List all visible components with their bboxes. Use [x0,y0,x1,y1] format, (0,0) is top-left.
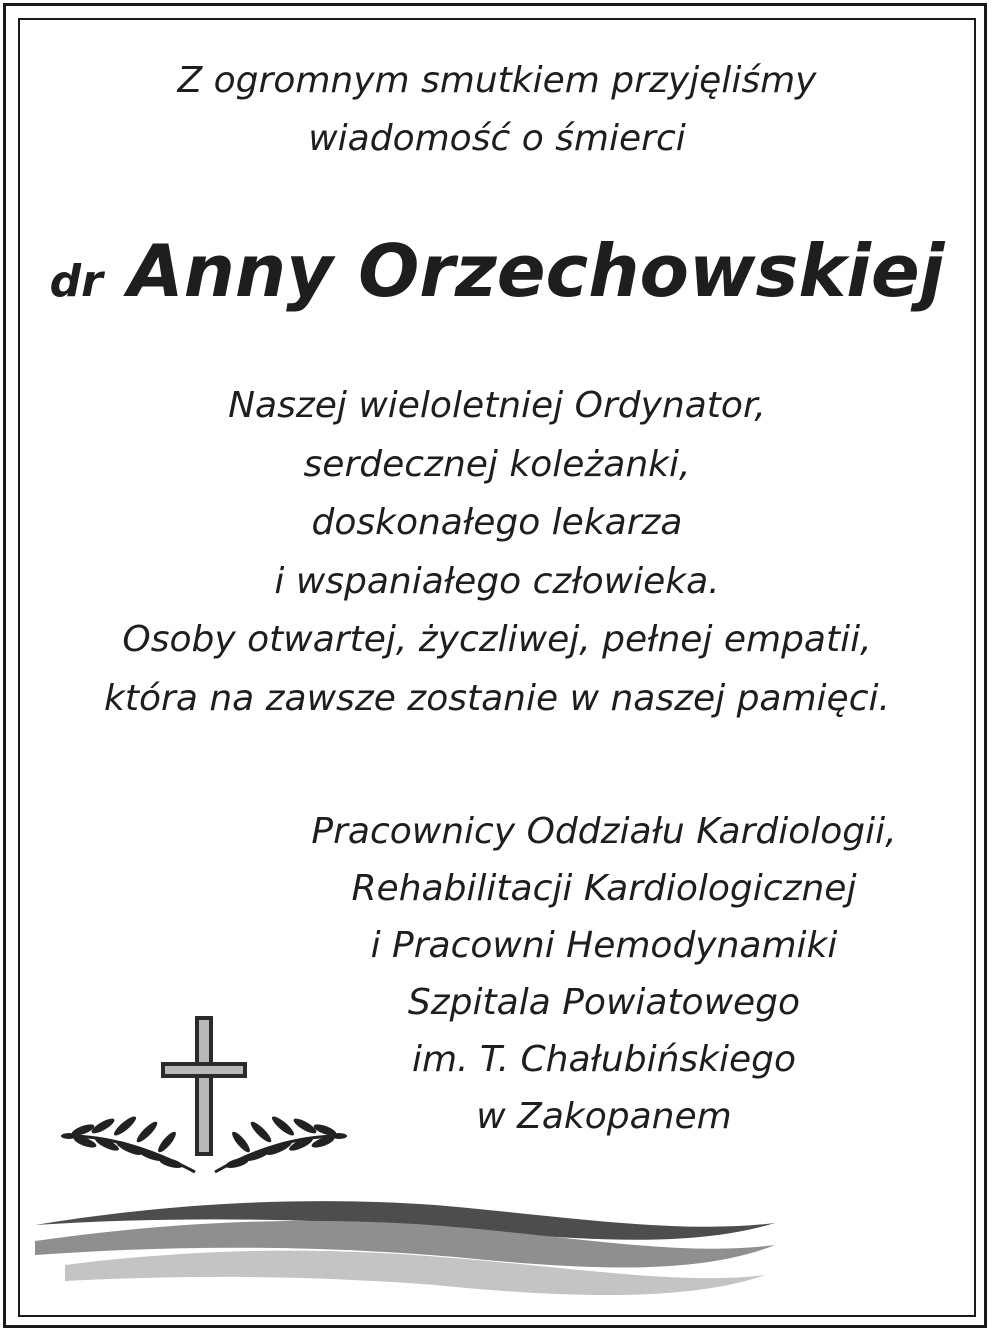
tribute-line: Naszej wieloletniej Ordynator, [228,385,766,426]
signature-line: w Zakopanem [476,1096,732,1137]
signature-block [269,803,939,1145]
palm-branch-icon [215,1114,347,1172]
tribute-line: doskonałego lekarza [311,502,683,543]
signature-line: i Pracowni Hemodynamiki [370,925,838,966]
signature-line: Pracownicy Oddziału Kardiologii, [311,811,897,852]
tribute-line: która na zawsze zostanie w naszej pamięci. [104,677,890,719]
tribute-line: Osoby otwartej, życzliwej, pełnej empatii, [122,619,872,660]
tribute-line: i wspaniałego człowieka. [274,560,720,602]
cross-with-branches-icon [55,1010,355,1180]
signature-line: Szpitala Powiatowego [407,982,801,1023]
signature-line: im. T. Chałubińskiego [411,1039,797,1080]
wave-decoration [35,1195,785,1305]
intro-line: Z ogromnym smutkiem przyjęliśmy [177,60,817,101]
intro-line: wiadomość o śmierci [308,118,686,159]
intro-text [0,52,994,168]
tribute-line: serdecznej koleżanki, [303,443,691,485]
name-prefix: dr [49,256,103,307]
tribute-text [0,377,994,728]
palm-branch-icon [61,1114,195,1172]
name-full: Anny Orzechowskiej [127,229,945,313]
deceased-name [0,226,994,327]
signature-line: Rehabilitacji Kardiologicznej [351,868,857,909]
